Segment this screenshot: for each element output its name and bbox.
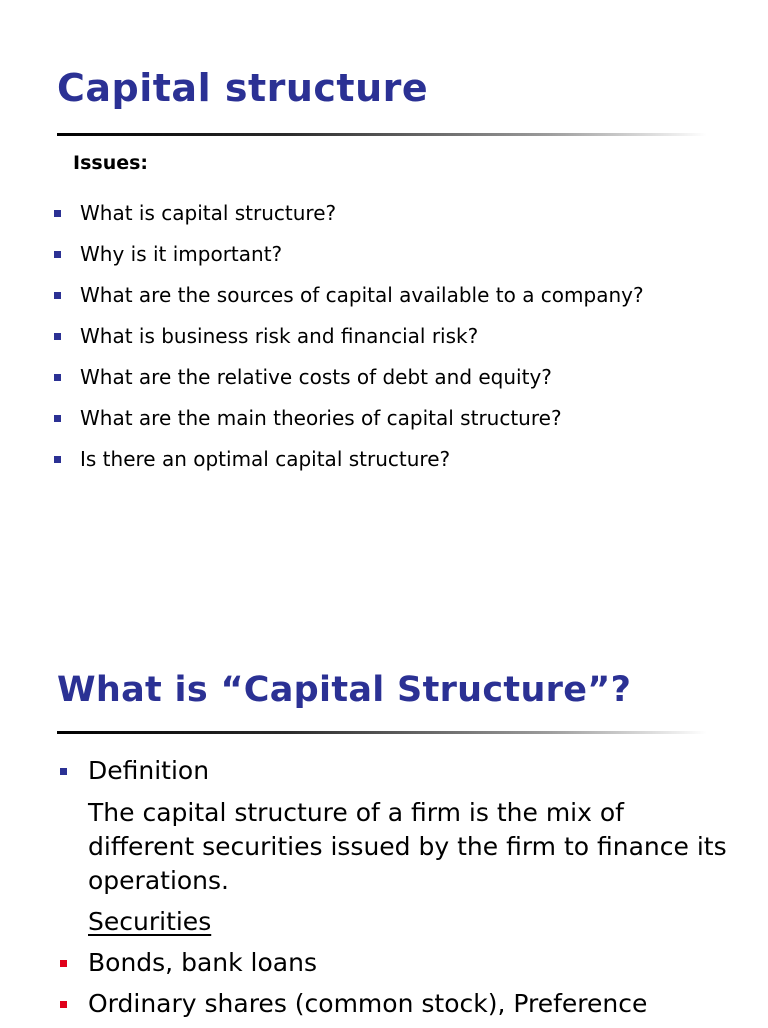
square-bullet-icon	[60, 960, 67, 967]
list-item	[52, 319, 644, 360]
list-item-text: What are the main theories of capital structure?	[80, 406, 562, 430]
list-item-text: What are the sources of capital available to a company?	[80, 283, 644, 307]
square-bullet-icon	[60, 768, 67, 775]
list-item-text: What are the relative costs of debt and equity?	[80, 365, 552, 389]
list-item	[52, 442, 644, 483]
securities-heading: Securities	[88, 907, 212, 936]
issues-list	[52, 196, 644, 483]
slide-what-is-capital-structure	[0, 640, 768, 1024]
square-bullet-icon	[54, 251, 61, 258]
definition-item	[60, 754, 209, 788]
list-item-text: What is capital structure?	[80, 201, 337, 225]
title-divider	[57, 731, 707, 734]
list-item-text: Ordinary shares (common stock), Preference	[88, 989, 648, 1018]
square-bullet-icon	[54, 333, 61, 340]
square-bullet-icon	[54, 415, 61, 422]
list-item-text: What is business risk and financial risk?	[80, 324, 479, 348]
title-divider	[57, 133, 707, 136]
list-item-text: Is there an optimal capital structure?	[80, 447, 451, 471]
securities-list	[60, 946, 647, 1028]
square-bullet-icon	[54, 374, 61, 381]
square-bullet-icon	[54, 292, 61, 299]
definition-text: The capital structure of a firm is the mix of different securities issued by the firm to finance its operations.	[88, 798, 727, 895]
square-bullet-icon	[54, 456, 61, 463]
definition-label: Definition	[88, 756, 210, 785]
issues-label: Issues:	[73, 152, 149, 174]
slide-title: Capital structure	[57, 66, 429, 110]
list-item	[60, 987, 647, 1028]
list-item	[52, 360, 644, 401]
list-item	[52, 401, 644, 442]
list-item	[52, 196, 644, 237]
list-item-text: Bonds, bank loans	[88, 948, 317, 977]
square-bullet-icon	[54, 210, 61, 217]
list-item	[52, 278, 644, 319]
slide-title: What is “Capital Structure”?	[57, 670, 632, 710]
list-item	[52, 237, 644, 278]
list-item-text: Why is it important?	[80, 242, 283, 266]
square-bullet-icon	[60, 1001, 67, 1008]
list-item	[60, 946, 647, 987]
